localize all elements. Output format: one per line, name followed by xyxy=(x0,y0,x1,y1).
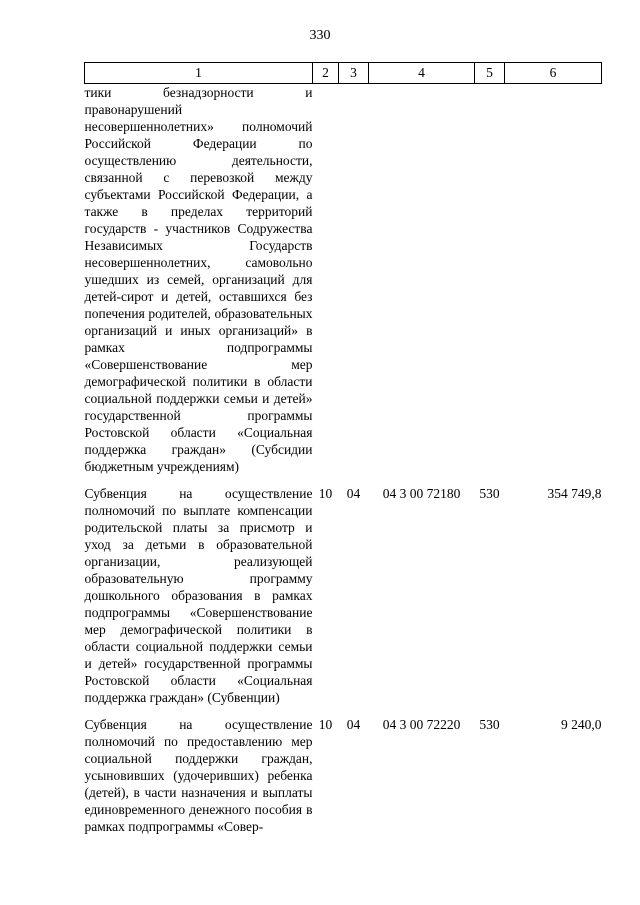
row-description: тики безнадзорности и правонарушений несовершеннолетних» полномочий Российской Федерации по осуществлению деятельности, связанной с перевозкой между субъектами Российской Федерации, а также в пределах территорий государств - участников Содружества Независимых Государств несовершеннолетних, самовольно ушедших из семей, организаций для детей-сирот и детей, оставшихся без попечения родителей, образовательных организаций и иных организаций» в рамках подпрограммы «Совершенствование мер демографической политики в области социальной поддержки семьи и детей» государственной программы Ростовской области «Социальная поддержка граждан» (Субсидии бюджетным учреждениям) xyxy=(84,85,313,474)
row-section: 10 xyxy=(318,486,333,501)
header-col-6: 6 xyxy=(505,63,602,84)
row-amount: 9 240,0 xyxy=(561,717,602,732)
header-col-5: 5 xyxy=(475,63,505,84)
row-expense-type: 530 xyxy=(479,486,500,501)
row-expense-type: 530 xyxy=(479,717,500,732)
table-header-row xyxy=(85,63,602,84)
row-expense-type xyxy=(475,84,505,486)
row-description: Субвенция на осуществление полномочий по выплате компенсации родительской платы за присмотр и уход за детьми в образовательной организации, реализующей образовательную программу дошкольного образования в рамках подпрограммы «Совершенствование мер демографической политики в области социальной поддержки семьи и детей» государственной программы Ростовской области «Социальная поддержка граждан» (Субвенции) xyxy=(84,486,313,705)
row-target-article xyxy=(369,84,475,486)
table-row xyxy=(85,716,602,845)
header-col-1: 1 xyxy=(85,63,313,84)
header-col-3: 3 xyxy=(339,63,369,84)
budget-table xyxy=(84,62,602,845)
header-col-2: 2 xyxy=(313,63,339,84)
row-subsection xyxy=(339,84,369,486)
row-target-article: 04 3 00 72220 xyxy=(382,717,461,732)
header-col-4: 4 xyxy=(369,63,475,84)
row-section: 10 xyxy=(318,717,333,732)
row-description: Субвенция на осуществление полномочий по предоставлению мер социальной поддержки граждан, усыновивших (удочеривших) ребенка (детей), в части назначения и выплаты единовременного денежного пособия в рамках подпрограммы «Совер- xyxy=(84,717,313,834)
row-section xyxy=(313,84,339,486)
table-row xyxy=(85,84,602,486)
row-amount xyxy=(505,84,602,486)
row-subsection: 04 xyxy=(346,486,361,501)
page-number: 330 xyxy=(309,28,331,43)
row-target-article: 04 3 00 72180 xyxy=(382,486,461,501)
table-row xyxy=(85,485,602,716)
row-subsection: 04 xyxy=(346,717,361,732)
row-amount: 354 749,8 xyxy=(547,486,602,501)
